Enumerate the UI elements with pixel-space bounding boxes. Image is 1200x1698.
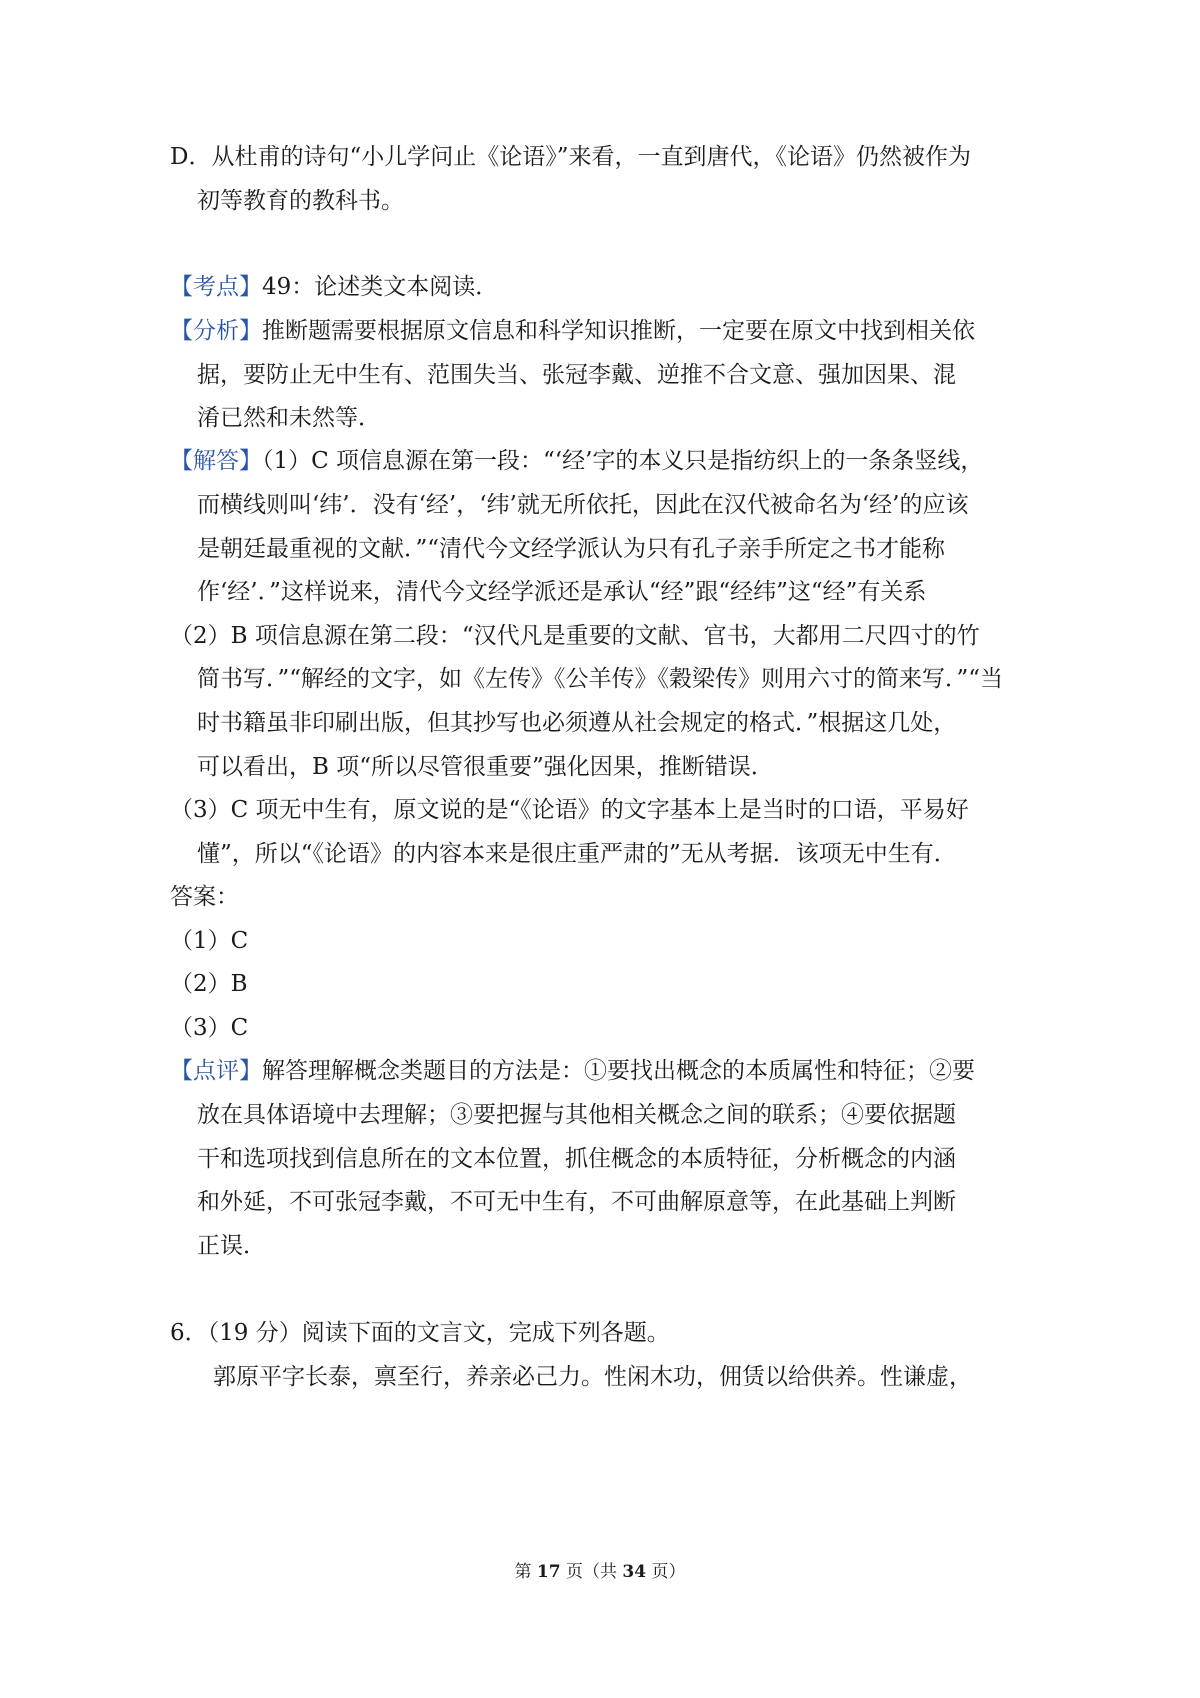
- footer-suffix: 页）: [646, 1562, 686, 1582]
- dianping-line-3: 干和选项找到信息所在的文本位置，抓住概念的本质特征，分析概念的内涵: [197, 1146, 956, 1172]
- fenxi-line-2: 据，要防止无中生有、范围失当、张冠李戴、逆推不合文意、强加因果、混: [197, 362, 956, 388]
- jieda-p1-line-2: 而横线则叫‘纬’．没有‘经’，‘纬’就无所依托，因此在汉代被命名为‘经’的应该: [197, 492, 969, 518]
- jieda-p1-line-4: 作‘经’．”这样说来，清代今文经学派还是承认“经”跟“经纬”这“经”有关系: [197, 579, 927, 605]
- dianping-line-4: 和外延，不可张冠李戴，不可无中生有，不可曲解原意等，在此基础上判断: [197, 1189, 956, 1215]
- answer-2: （2）B: [170, 971, 248, 997]
- option-d-line-1: D．从杜甫的诗句“小儿学问止《论语》”来看，一直到唐代，《论语》仍然被作为: [170, 144, 971, 170]
- option-d-line-2: 初等教育的教科书。: [197, 188, 404, 214]
- fenxi-section: [170, 315, 1200, 347]
- kaodian-tag: 【考点】: [170, 274, 262, 300]
- footer-total-pages: 34: [622, 1562, 647, 1582]
- jieda-p2-line-2: 简书写．”“解经的文字，如《左传》《公羊传》《穀梁传》则用六寸的简来写．”“当: [197, 666, 1004, 692]
- fenxi-line-3: 淆已然和未然等．: [197, 405, 381, 431]
- kaodian-section: [170, 271, 1200, 303]
- jieda-p3-line-1: （3）C 项无中生有，原文说的是“《论语》的文字基本上是当时的口语，平易好: [170, 797, 969, 823]
- answer-label: 答案：: [170, 884, 239, 910]
- fenxi-tag: 【分析】: [170, 318, 262, 344]
- jieda-p2-line-1: （2）B 项信息源在第二段：“汉代凡是重要的文献、官书，大都用二尺四寸的竹: [170, 623, 980, 649]
- jieda-p3-line-2: 懂”，所以“《论语》的内容本来是很庄重严肃的”无从考据．该项无中生有．: [197, 841, 957, 867]
- jieda-p1-line-1: （1）C 项信息源在第一段：“‘经’字的本义只是指纺织上的一条条竖线，: [262, 448, 984, 474]
- jieda-p2-line-4: 可以看出，B 项“所以尽管很重要”强化因果，推断错误．: [197, 754, 774, 780]
- dianping-line-2: 放在具体语境中去理解；③要把握与其他相关概念之间的联系；④要依据题: [197, 1102, 956, 1128]
- fenxi-line-1: 推断题需要根据原文信息和科学知识推断，一定要在原文中找到相关依: [262, 318, 975, 344]
- footer-prefix: 第: [514, 1562, 537, 1582]
- footer-page-number: 17: [536, 1562, 561, 1582]
- question-6-text-line-1: 郭原平字长泰，禀至行，养亲必己力。性闲木功，佣赁以给供养。性谦虚，: [213, 1364, 972, 1390]
- dianping-line-1: 解答理解概念类题目的方法是：①要找出概念的本质属性和特征；②要: [262, 1058, 975, 1084]
- dianping-line-5: 正误．: [197, 1233, 266, 1259]
- dianping-section: [170, 1055, 1200, 1087]
- question-6-title: 6．（19 分）阅读下面的文言文，完成下列各题。: [170, 1320, 670, 1346]
- kaodian-text: 49：论述类文本阅读．: [262, 274, 499, 300]
- answer-3: （3）C: [170, 1015, 249, 1041]
- page-footer: [0, 1560, 1200, 1584]
- answer-1: （1）C: [170, 928, 249, 954]
- footer-middle: 页（共: [560, 1562, 623, 1582]
- dianping-tag: 【点评】: [170, 1058, 262, 1084]
- jieda-p1-line-3: 是朝廷最重视的文献．”“清代今文经学派认为只有孔子亲手所定之书才能称: [197, 536, 946, 562]
- jieda-p2-line-3: 时书籍虽非印刷出版，但其抄写也必须遵从社会规定的格式．”根据这几处，: [197, 710, 957, 736]
- jieda-tag: 【解答】: [170, 448, 262, 474]
- jieda-section: [170, 445, 1200, 477]
